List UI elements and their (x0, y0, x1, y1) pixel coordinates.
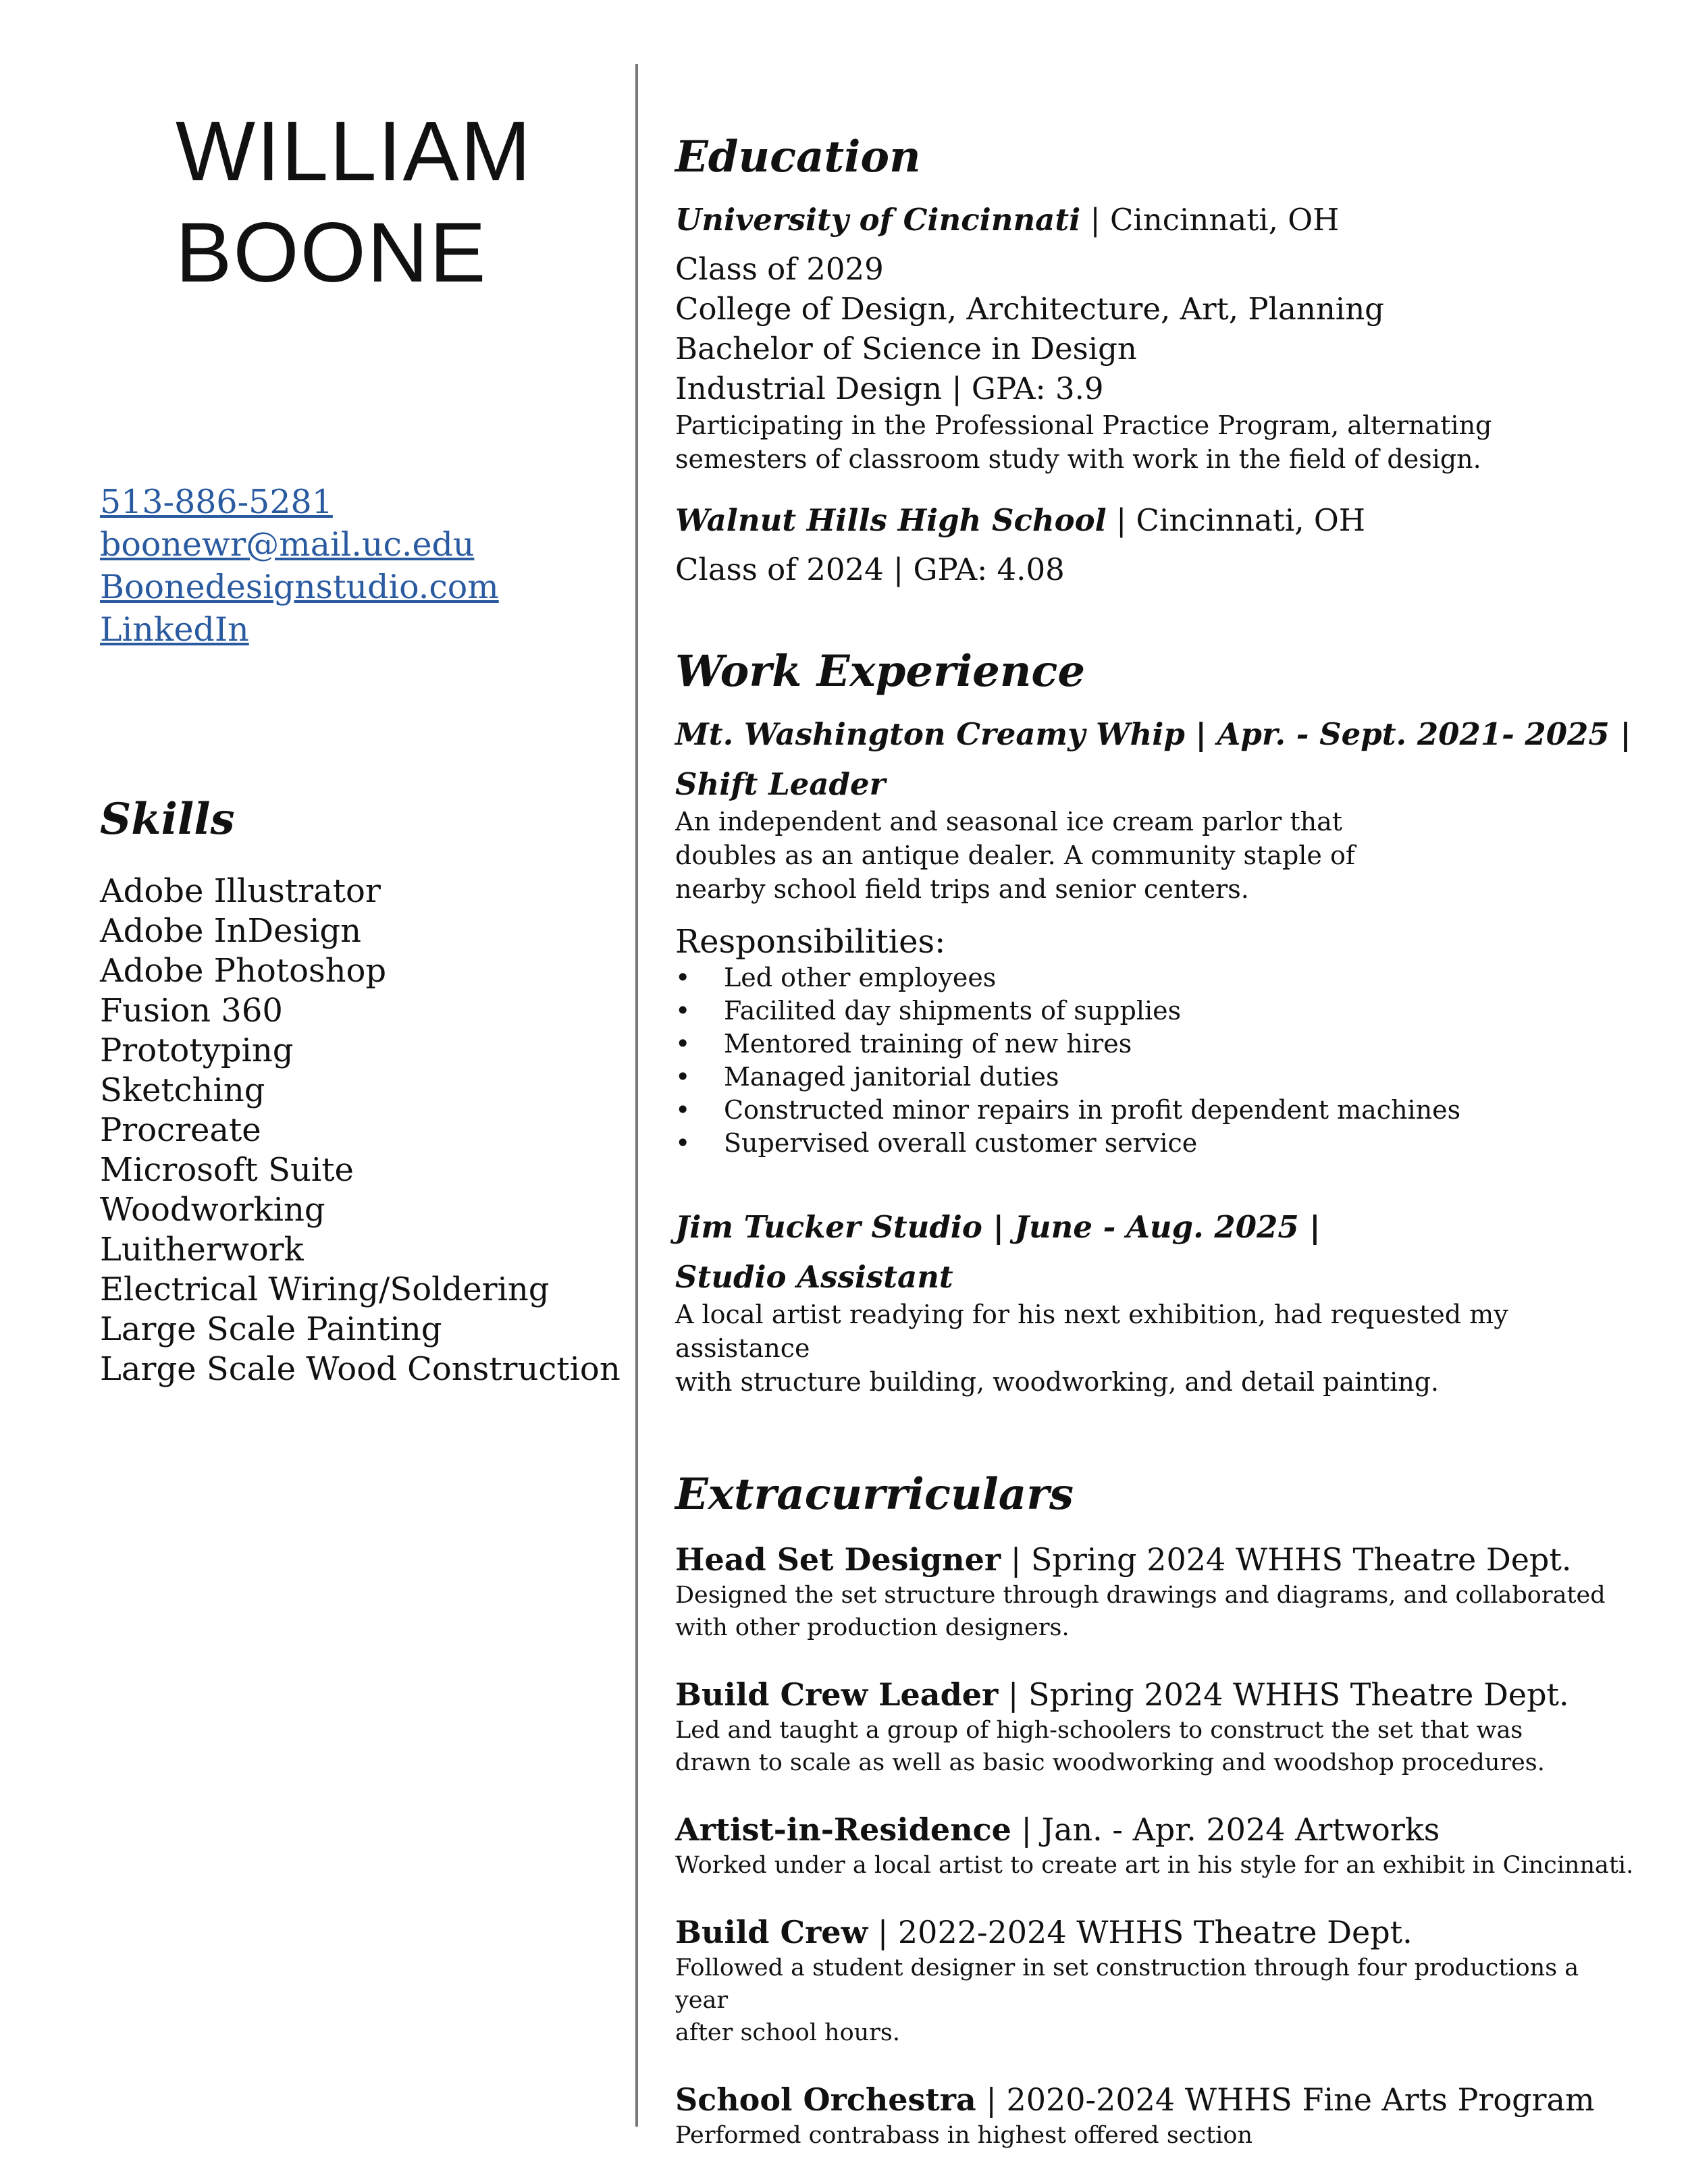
uc-location: | Cincinnati, OH (1090, 202, 1340, 238)
job1-header: Mt. Washington Creamy Whip | Apr. - Sept. 2021- 2025 | (675, 716, 1631, 752)
extracurricular-desc: Worked under a local artist to create art in his style for an exhibit in Cincinnati. (675, 1852, 1634, 1879)
uc-major: Industrial Design | GPA: 3.9 (675, 371, 1104, 406)
left-column (100, 101, 621, 1389)
skill-item: Large Scale Wood Construction (100, 1350, 621, 1388)
extracurricular-role: Build Crew Leader (675, 1676, 999, 1713)
uc-note-line: Participating in the Professional Practice Program, alternating (675, 410, 1492, 440)
extracurricular-detail: | Spring 2024 WHHS Theatre Dept. (1007, 1676, 1569, 1713)
skill-item: Adobe Illustrator (100, 872, 381, 910)
hs-location: | Cincinnati, OH (1116, 502, 1365, 538)
extracurricular-role: School Orchestra (675, 2081, 976, 2118)
extracurricular-detail: | 2022-2024 WHHS Theatre Dept. (877, 1914, 1413, 1950)
skill-item: Microsoft Suite (100, 1151, 354, 1189)
extracurricular-list (675, 1540, 1634, 2152)
skill-item: Luitherwork (100, 1231, 304, 1269)
column-divider (635, 64, 638, 2127)
skill-item: Electrical Wiring/Soldering (100, 1271, 550, 1308)
extracurricular-item-head (675, 1540, 1634, 1579)
extracurricular-item-head (675, 2080, 1634, 2119)
skill-item: Woodworking (100, 1191, 325, 1229)
extracurriculars-heading: Extracurriculars (675, 1469, 1074, 1520)
extracurricular-role: Build Crew (675, 1914, 868, 1950)
job1-desc-line: nearby school field trips and senior centers. (675, 874, 1249, 904)
extracurricular-desc: Led and taught a group of high-schoolers to construct the set that was (675, 1717, 1523, 1744)
hs-class: Class of 2024 | GPA: 4.08 (675, 552, 1065, 587)
extracurricular-desc: Designed the set structure through drawings and diagrams, and collaborated (675, 1582, 1606, 1609)
job2-header: Jim Tucker Studio | June - Aug. 2025 | (675, 1209, 1321, 1245)
responsibility-item: • Facilited day shipments of supplies (675, 994, 1634, 1028)
job2-desc-line: A local artist readying for his next exhibition, had requested my assistance (675, 1300, 1508, 1363)
responsibility-item: • Managed janitorial duties (675, 1061, 1634, 1094)
email-link[interactable]: boonewr@mail.uc.edu (100, 525, 475, 564)
skills-heading: Skills (100, 794, 235, 845)
last-name: BOONE (176, 206, 487, 300)
uc-class: Class of 2029 (675, 251, 884, 287)
job1-role: Shift Leader (675, 766, 886, 802)
contact-block (100, 481, 613, 651)
right-column (675, 132, 1634, 2152)
responsibility-item: • Supervised overall customer service (675, 1127, 1634, 1160)
extracurricular-item-head (675, 1675, 1634, 1714)
job2-desc-line: with structure building, woodworking, and detail painting. (675, 1367, 1440, 1397)
skill-item: Adobe InDesign (100, 912, 362, 950)
responsibility-item: • Led other employees (675, 961, 1634, 994)
website-link[interactable]: Boonedesignstudio.com (100, 568, 499, 606)
education-heading: Education (675, 132, 921, 182)
extracurricular-item-head (675, 1810, 1634, 1849)
extracurricular-desc: after school hours. (675, 2019, 900, 2046)
skill-item: Adobe Photoshop (100, 952, 387, 990)
responsibilities-list (675, 961, 1634, 1160)
hs-school-line (675, 500, 1634, 540)
extracurricular-role: Head Set Designer (675, 1541, 1001, 1578)
skill-item: Procreate (100, 1111, 261, 1149)
extracurricular-detail: | Spring 2024 WHHS Theatre Dept. (1010, 1541, 1572, 1578)
extracurricular-desc: drawn to scale as well as basic woodworking and woodshop procedures. (675, 1749, 1545, 1776)
work-heading: Work Experience (675, 646, 1086, 697)
extracurricular-detail: | 2020-2024 WHHS Fine Arts Program (986, 2081, 1595, 2118)
extracurricular-item-head (675, 1913, 1634, 1952)
skill-item: Fusion 360 (100, 992, 283, 1030)
job1-desc-line: doubles as an antique dealer. A community staple of (675, 841, 1355, 870)
first-name: WILLIAM (176, 105, 532, 198)
extracurricular-role: Artist-in-Residence (675, 1811, 1011, 1848)
extracurricular-desc: with other production designers. (675, 1614, 1070, 1641)
hs-school-name: Walnut Hills High School (675, 502, 1107, 538)
phone-link[interactable]: 513-886-5281 (100, 483, 333, 521)
responsibilities-label: Responsibilities: (675, 923, 946, 961)
uc-degree: Bachelor of Science in Design (675, 331, 1137, 367)
job2-role: Studio Assistant (675, 1259, 953, 1295)
responsibility-item: • Mentored training of new hires (675, 1028, 1634, 1061)
skill-item: Sketching (100, 1071, 265, 1109)
uc-note-line: semesters of classroom study with work in the field of design. (675, 444, 1481, 474)
candidate-name (176, 101, 613, 304)
uc-school-line (675, 200, 1634, 240)
skill-item: Large Scale Painting (100, 1310, 442, 1348)
job1-desc-line: An independent and seasonal ice cream parlor that (675, 807, 1343, 836)
extracurricular-detail: | Jan. - Apr. 2024 Artworks (1021, 1811, 1440, 1848)
linkedin-link[interactable]: LinkedIn (100, 610, 249, 649)
extracurricular-desc: Performed contrabass in highest offered section (675, 2122, 1252, 2149)
skill-item: Prototyping (100, 1032, 294, 1069)
skills-list (100, 872, 621, 1389)
uc-school-name: University of Cincinnati (675, 202, 1081, 238)
uc-college: College of Design, Architecture, Art, Planning (675, 291, 1384, 327)
responsibility-item: • Constructed minor repairs in profit dependent machines (675, 1094, 1634, 1127)
extracurricular-desc: Followed a student designer in set construction through four productions a year (675, 1954, 1579, 2014)
